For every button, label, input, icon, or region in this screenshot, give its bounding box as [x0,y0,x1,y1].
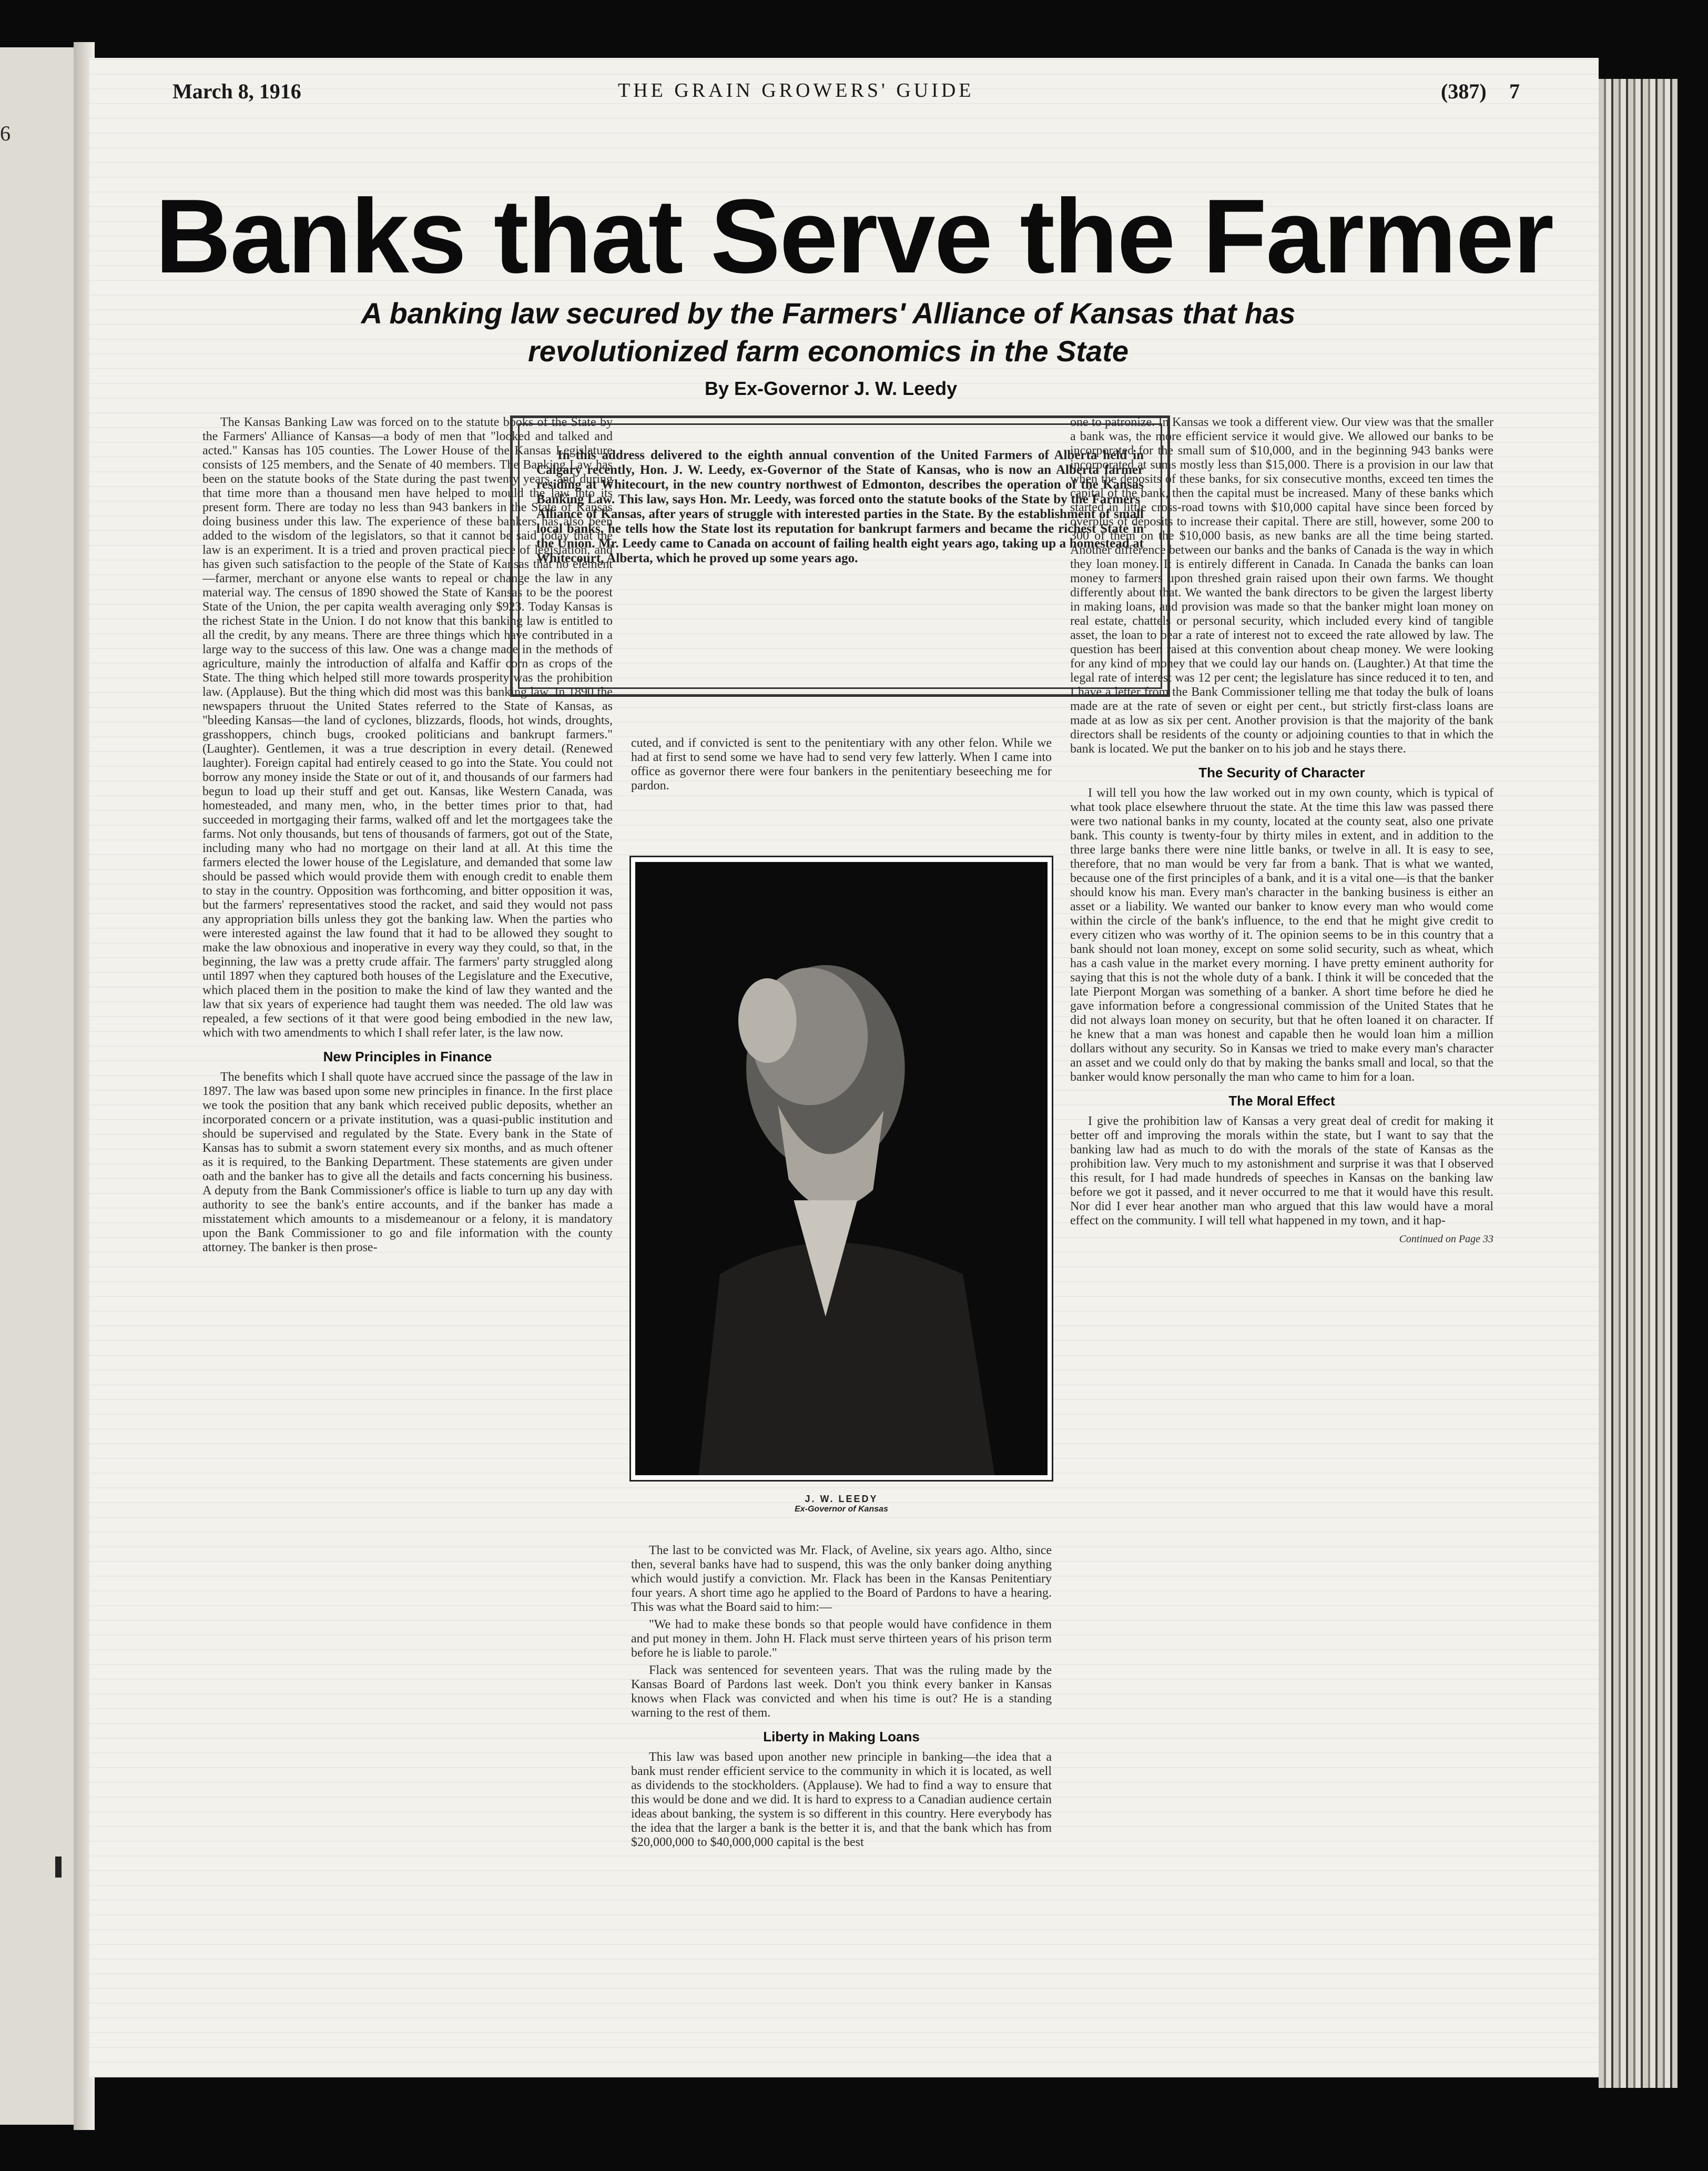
column-3 [1070,415,1493,2025]
col3-subhead-security: The Security of Character [1198,765,1365,780]
intro-inner-frame [518,423,1162,689]
col2-paragraph-2: The last to be convicted was Mr. Flack, of Aveline, six years ago. Altho, since then, several banks have had to suspend, this was the only banker doing anything which would justify a conviction. Mr. Flack has been in the Kansas Penitentiary four years. A short time ago he applied to the Board of Pardons to have a hearing. This was what the Board said to him:— [631,1544,1052,1614]
col2-paragraph-5: This law was based upon another new principle in banking—the idea that a bank must render efficient service to the community in which it is located, as well as dividends to the stockholders. (Applause). We had to find a way to ensure that this would be done and we did. It is hard to express to a Canadian audience certain ideas about banking, the system is so different in this country. Here everybody has the idea that the larger a bank is the better it is, and that the bank which has from $20,000,000 to $40,000,000 capital is the best [631,1750,1052,1849]
byline: By Ex-Governor J. W. Leedy [705,378,958,399]
column-1 [202,415,613,1935]
portrait-photo [629,856,1053,1482]
column-2-top [631,736,1052,826]
col1-paragraph-1: The Kansas Banking Law was forced on to the statute books of the State by the Farmers' Alliance of Kansas—a body of men that "looked and talked and acted." Kansas has 105 counties. The Lower House of the Kansas Legislature consists of 125 members, and the Senate of 40 members. The Banking Law has been on the statute books of the State during the past twenty years, and during that time more than a thousand men have helped to mould the law into its present form. There are today no less than 943 bankers in the State of Kansas doing business under this law. The experience of these bankers has also been added to the wisdom of the legislators, so that it cannot be said today that the law is an experiment. It is a tried and proven practical piece of legislation, and has given such satisfaction to the people of the State of Kansas that no element—farmer, merchant or anyone else wants to repeal or change the law in any material way. The census of 1890 showed the State of Kansas to be the poorest State of the Union, the per capita wealth averaging only $923. Today Kansas is the richest State in the Union. I do not know that this banking law is entitled to all the credit, by any means. There are three things which have contributed in a large way to the success of this law. One was a change made in the methods of agriculture, mainly the introduction of alfalfa and Kaffir corn as crops of the State. The thing which helped still more towards prosperity was the prohibition law. (Applause). But the thing which did most was this banking law. In 1890 the newspapers thruout the United States referred to the State of Kansas, as "bleeding Kansas—the land of cyclones, blizzards, floods, hot winds, droughts, grasshoppers, chinch bugs, crooked politicians and bankrupt farmers." (Laughter). Gentlemen, it was a true description in every detail. (Renewed laughter). Foreign capital had entirely ceased to go into the State. You could not borrow any money inside the State or out of it, and thousands of our farmers had begun to load up their stuff and get out. Kansas, like Western Canada, was homesteaded, and many men, who, in the better times prior to that, had succeeded in mortgaging their farms, walked off and let the mortgagees take the farms. Not only thousands, but tens of thousands of farmers, got out of the State, including many who had no mortgage on their land at all. At this time the farmers elected the lower house of the Legislature, and demanded that some law should be passed which would provide them with enough credit to enable them to stay in the country. Opposition was forthcoming, and bitter opposition it was, but the farmers' representatives stood the racket, and said they would not pass any appropriation bills unless they got the banking law. When the parties who were interested against the law found that it had to be allowed they sought to make the law obnoxious and inoperative in every way they could, so that, in the beginning, the law was a pretty crude affair. The farmers' party struggled along until 1897 when they captured both houses of the Legislature and the Executive, which placed them in the position to make the kind of law they wanted and the law that six years of experience had taught them was needed. The old law was repealed, a few sections of it that were good being embodied in the new law, which with two amendments to which I shall refer later, is the law now. [202,415,613,1040]
facing-page [0,47,79,2125]
col2-paragraph-1: cuted, and if convicted is sent to the penitentiary with any other felon. While we had at first to send some we have had to send very few latterly. When I came into office as governor there were four bankers in the penitentiary beseeching me for pardon. [631,736,1052,793]
continued-note: Continued on Page 33 [1399,1233,1493,1245]
column-2-bottom [631,1544,1052,1996]
intro-text: In this address delivered to the eighth annual convention of the United Farmers of Alberta held in Calgary recently, Hon. J. W. Leedy, ex-Governor of the State of Kansas, who is now an Alberta farmer residing at Whitecourt, in the new country northwest of Edmonton, describes the operation of the Kansas Banking Law. This law, says Hon. Mr. Leedy, was forced onto the statute books of the State by the Farmers' Alliance of Kansas, after years of struggle with interested parties in the State. By the establishment of small local banks, he tells how the State lost its reputation for bankrupt farmers and became the richest State in the Union. Mr. Leedy came to Canada on account of failing health eight years ago, taking up a homestead at Whitecourt, Alberta, which he proved up some years ago. [536,448,1144,565]
col3-paragraph-2: I will tell you how the law worked out in my own county, which is typical of what took place elsewhere thruout the state. At the time this law was passed there were two national banks in my county, located at the county seat, also one private bank. This county is twenty-four by thirty miles in extent, and in addition to the three large banks there were nine little banks, or twelve in all. It is easy to see, therefore, that no man would be very far from a bank. That is what we wanted, because one of the first principles of a bank, and it is a vital one—is that the banker should know his man. Every man's character in the banking business is either an asset or a liability. We wanted our banker to know every man who would come within the circle of the bank's influence, to the end that he might give credit to every citizen who was worthy of it. The opinion seems to be in this country that a bank should not loan money, except on some solid security, such as wheat, which has a cash value in the market every morning. I have pretty eminent authority for saying that this is not the whole duty of a bank. I think it will be conceded that the late Pierpont Morgan was something of a banker. A short time before he died he gave information before a congressional commission of the United States that he did not always loan money on security, but that he often loaned it on character. If he knew that a man was honest and capable then he would loan him a million dollars without any security. So in Kansas we tried to make every man's character an asset and we could only do that by making the banks small and local, so that the banker would know personally the man who came to him for a loan. [1070,786,1493,1084]
photo-caption [629,1494,1053,1514]
page-edges [1599,79,1678,2088]
facing-page-number: 6 [0,121,11,145]
article-deck: A banking law secured by the Farmers' Alliance of Kansas that has revolutionized farm economics in the State [361,297,1296,368]
col2-subhead-liberty: Liberty in Making Loans [763,1729,920,1744]
col1-subhead-new-principles: New Principles in Finance [323,1049,492,1064]
col3-paragraph-3: I give the prohibition law of Kansas a very great deal of credit for making it better off and improving the morals within the state, but I want to say that the banking law had as much to do with the morals of the state of Kansas as the prohibition law. Very much to my astonishment and surprise it was that I observed this result, for I had made hundreds of speeches in Kansas on the banking law before we got it passed, and it never occurred to me that it would have this result. Nor did I ever hear another man who argued that this law would have a moral effect on the community. I will tell what happened in my town, and it hap- [1070,1114,1493,1227]
caption-name: J. W. LEEDY [805,1494,878,1504]
article-headline: Banks that Serve the Farmer [155,178,1553,295]
page-number: 7 [1509,79,1520,103]
issue-date: March 8, 1916 [172,79,301,103]
col2-quote: "We had to make these bonds so that people would have confidence in them and put money in them. John H. Flack must serve thirteen years of his prison term before he is liable to parole." [631,1618,1052,1660]
binding-mark [55,1856,62,1878]
col3-paragraph-1: one to patronize. In Kansas we took a different view. Our view was that the smaller a bank was, the more efficient service it would give. We allowed our banks to be incorporated for the small sum of $10,000, and in the beginning 943 banks were incorporated at sums mostly less than $15,000. There is a provision in our law that when the deposits of these banks, for six consecutive months, exceed ten times the capital of the bank, then the capital must be increased. Many of these banks which started in little cross-road towns with $10,000 capital have since been forced by overplus of deposits to increase their capital. There are still, however, some 200 to 300 of them on the $10,000 basis, as new banks are all the time being started. Another difference between our banks and the banks of Canada is the way in which they loan money. It is entirely different in Canada. In Canada the banks can loan money to farmers upon threshed grain raised upon their own farms. We thought differently about that. We wanted the bank directors to be given the largest liberty in making loans, and provision was made so that the banker might loan money on real estate, chattels or personal security, which included every kind of tangible asset, the loan to bear a rate of interest not to exceed the rate allowed by law. The question has been raised at this convention about cheap money. We were looking for any kind of money that we could lay our hands on. (Laughter.) At that time the legal rate of interest was 12 per cent; the legislature has since reduced it to ten, and I have a letter from the Bank Commissioner telling me that today the bulk of loans made are at the rate of seven or eight per cent., but strictly first-class loans are made at as low as six per cent. Another provision is that the majority of the bank directors shall be residents of the county or adjoining counties to that in which the bank is located. We put the banker on to his job and he stays there. [1070,415,1493,756]
col1-paragraph-2: The benefits which I shall quote have accrued since the passage of the law in 1897. The law was based upon some new principles in finance. In the first place we took the position that any bank which received public deposits, whether an incorporated concern or a private institution, was a quasi-public institution and should be supervised and regulated by the State. Every bank in the State of Kansas has to submit a sworn statement every six months, and as much oftener as it is required, to the Banking Department. These statements are given under oath and the banker has to give all the details and facts concerning his business. A deputy from the Bank Commissioner's office is liable to turn up any day with authority to see the bank's entire accounts, and if the banker has made a misstatement which amounts to a misdemeanour or a felony, it is mandatory upon the Bank Commissioner to go and file information with the county attorney. The banker is then prose- [202,1070,613,1254]
folio: (387) [1441,79,1487,103]
caption-title: Ex-Governor of Kansas [795,1505,888,1514]
portrait-image [635,861,1048,1476]
col2-paragraph-4: Flack was sentenced for seventeen years. That was the ruling made by the Kansas Board of Pardons last week. Don't you think every banker in Kansas knows when Flack was convicted and when his time is out? He is a standing warning to the rest of them. [631,1663,1052,1720]
col3-subhead-moral: The Moral Effect [1228,1093,1335,1109]
running-header [0,79,1708,110]
publication-name: THE GRAIN GROWERS' GUIDE [618,79,974,102]
